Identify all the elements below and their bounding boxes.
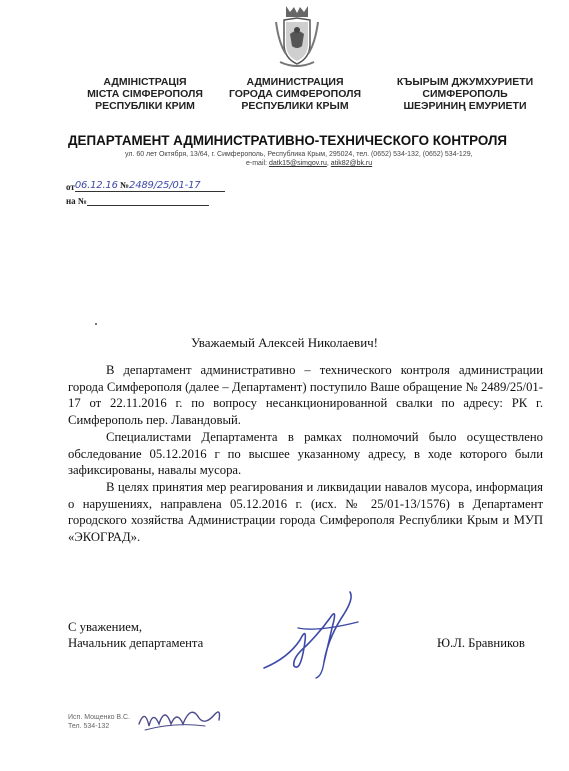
reference-on-line: [87, 196, 209, 206]
header-left-line: МІСТА СІМФЕРОПОЛЯ: [87, 88, 203, 100]
coat-of-arms-icon: [272, 4, 322, 68]
email-separator: ,: [326, 160, 331, 167]
header-left-line: АДМІНІСТРАЦІЯ: [103, 76, 187, 88]
header-center-line: АДМИНИСТРАЦИЯ: [246, 76, 344, 88]
signature-icon: [258, 588, 368, 680]
header-right-block: [380, 76, 550, 112]
scan-speck: [95, 323, 97, 325]
number-label: №: [120, 180, 130, 190]
reference-date: 06.12.16: [74, 180, 118, 191]
on-label: на №: [66, 196, 87, 206]
executor-name: Исп. Мощенко В.С.: [68, 714, 131, 721]
paragraph-2: Специалистами Департамента в рамках полномочий было осуществлено обследование 05.12.2016 г по высшее указанному адресу, в ходе которого были зафиксированы, навалы мусора.: [68, 430, 543, 478]
reference-number: 2489/25/01-17: [129, 180, 201, 191]
executor-phone: Тел. 534-132: [68, 723, 110, 730]
department-address: ул. 60 лет Октября, 13/64, г. Симферополь, Республика Крым, 295024, тел. (0652) 534-132, (0652) 534-129,: [125, 151, 473, 158]
paragraph-3: В целях принятия мер реагирования и ликвидации навалов мусора, информация о нарушениях, направлена 05.12.2016 г. (исх. № 25/01-13/1576) в Департамент городского хозяйства Администрации города Симферополя Республики Крым и МУП «ЭКОГРАД».: [68, 480, 543, 544]
header-center-line: РЕСПУБЛИКИ КРЫМ: [241, 100, 349, 112]
paragraph-1: В департамент административно – технического контроля администрации города Симферополя (далее – Департамент) поступило Ваше обращение № 2489/25/01-17 от 22.11.2016 г. по вопросу несанкционированной свалки по адресу: РК г. Симферополь пер. Лавандовый.: [68, 363, 543, 427]
reference-on: [66, 196, 209, 206]
header-right-line: КЪЫРЫМ ДЖУМХУРИЕТИ: [396, 76, 534, 88]
from-label: от: [66, 182, 75, 192]
header-left-line: РЕСПУБЛІКИ КРИМ: [95, 100, 195, 112]
email-prefix: e-mail:: [246, 160, 269, 167]
header-center-line: ГОРОДА СИМФЕРОПОЛЯ: [228, 88, 362, 100]
closing-position: Начальник департамента: [68, 636, 204, 650]
reference-line: [75, 180, 225, 192]
closing-regards: С уважением,: [68, 620, 143, 634]
greeting: Уважаемый Алексей Николаевич!: [190, 335, 379, 350]
initials-signature-icon: [135, 700, 225, 736]
header-left-block: [60, 76, 230, 112]
header-center-block: [210, 76, 380, 112]
email-link-1[interactable]: datk15@simgov.ru: [268, 160, 327, 167]
email-link-2[interactable]: atik82@bk.ru: [330, 160, 373, 167]
reference-from: [66, 180, 225, 192]
signer-name: Ю.Л. Бравников: [437, 636, 525, 650]
department-title: ДЕПАРТАМЕНТ АДМИНИСТРАТИВНО-ТЕХНИЧЕСКОГО КОНТРОЛЯ: [68, 133, 508, 148]
department-emails: [246, 160, 372, 167]
header-right-line: ШЕЭРИНИҢ ЕМУРИЕТИ: [403, 100, 527, 112]
header-right-line: СИМФЕРОПОЛЬ: [422, 88, 508, 100]
